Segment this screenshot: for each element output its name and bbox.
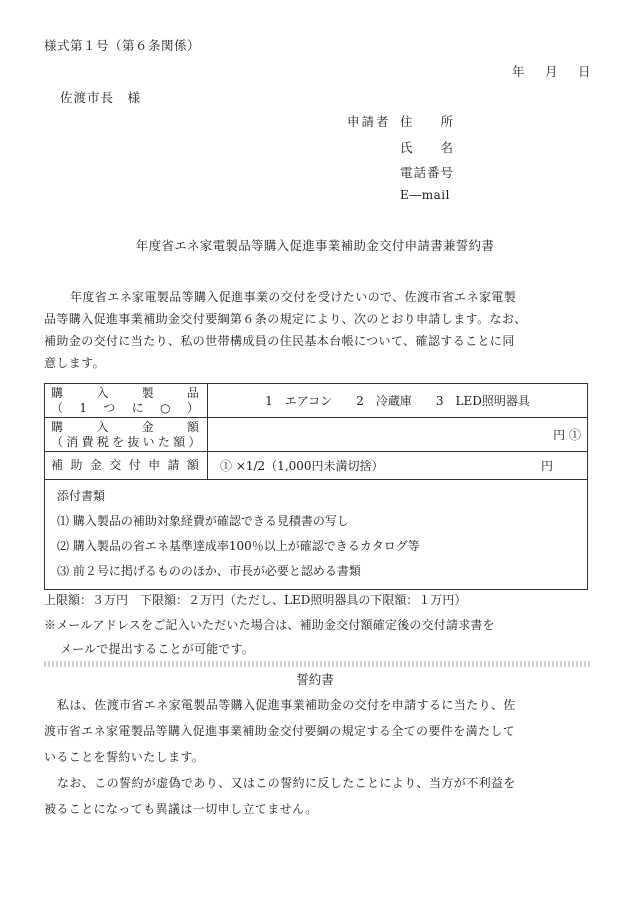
pledge-line: いることを誓約いたします。 (44, 750, 205, 764)
applicant-label: 申請者 (347, 114, 391, 129)
attachment-item: ⑵ 購入製品の省エネ基準達成率100％以上が確認できるカタログ等 (57, 539, 420, 553)
intro-line: 意します。 (44, 356, 106, 370)
pledge-title: 誓約書 (296, 672, 334, 687)
amount-label-note: （消費税を抜いた額） (51, 434, 201, 449)
addressee: 佐渡市長 様 (60, 90, 142, 105)
document-title: 年度省エネ家電製品等購入促進事業補助金交付申請書兼誓約書 (135, 238, 495, 253)
amount-label-cell (45, 418, 208, 452)
subsidy-limits: 上限額：３万円 下限額：２万円（ただし、LED照明器具の下限額：１万円） (44, 593, 467, 607)
table-row (45, 480, 588, 590)
attachments-title: 添付書類 (57, 489, 106, 503)
product-options[interactable]: 1 エアコン 2 冷蔵庫 3 LED照明器具 (208, 384, 588, 418)
subsidy-value-field[interactable] (208, 452, 588, 480)
pledge-line: 私は、佐渡市省エネ家電製品等購入促進事業補助金の交付を申請するに当たり、佐 (57, 698, 516, 712)
email-note-continued: メールで提出することが可能です。 (60, 642, 255, 656)
product-label: 購入製品 (51, 385, 201, 400)
intro-line: 品等購入促進事業補助金交付要綱第６条の規定により、次のとおり申請します。なお、 (44, 312, 527, 326)
intro-line: 補助金の交付に当たり、私の世帯構成員の住民基本台帳について、確認することに同 (44, 334, 515, 348)
intro-line: 年度省エネ家電製品等購入促進事業の交付を受けたいので、佐渡市省エネ家電製 (70, 290, 517, 304)
pledge-paragraph (44, 692, 592, 822)
application-table (44, 383, 588, 590)
subsidy-label: 補助金交付申請額 (45, 452, 208, 480)
pledge-line: 被ることになっても異議は一切申し立てません。 (44, 802, 318, 816)
attachments-cell (45, 480, 588, 590)
applicant-email-label: E―mail (400, 188, 450, 202)
applicant-name-label: 氏 名 (400, 140, 455, 155)
section-divider (44, 661, 592, 667)
applicant-phone-label: 電話番号 (400, 165, 455, 180)
table-row (45, 384, 588, 418)
attachment-item: ⑴ 購入製品の補助対象経費が確認できる見積書の写し (57, 514, 349, 528)
date-line: 年 月 日 (512, 64, 595, 79)
attachment-item: ⑶ 前２号に掲げるもののほか、市長が必要と認める書類 (57, 564, 361, 578)
pledge-line: なお、この誓約が虚偽であり、又はこの誓約に反したことにより、当方が不利益を (57, 776, 516, 790)
product-label-cell (45, 384, 208, 418)
intro-paragraph (44, 286, 592, 374)
pledge-line: 渡市省エネ家電製品等購入促進事業補助金交付要綱の規定する全ての要件を満たして (44, 724, 516, 738)
applicant-address-label: 住 所 (400, 114, 455, 129)
table-row (45, 452, 588, 480)
form-number: 様式第１号（第６条関係） (44, 38, 201, 53)
amount-value-field[interactable]: 円 ① (208, 418, 588, 452)
product-label-note: （1つに○） (51, 400, 201, 415)
subsidy-formula: ① ×1/2（1,000円未満切捨） (220, 459, 384, 473)
table-row (45, 418, 588, 452)
subsidy-unit: 円 (540, 459, 553, 473)
email-note: ※メールアドレスをご記入いただいた場合は、補助金交付額確定後の交付請求書を (44, 618, 495, 632)
amount-label: 購入金額 (51, 419, 201, 434)
